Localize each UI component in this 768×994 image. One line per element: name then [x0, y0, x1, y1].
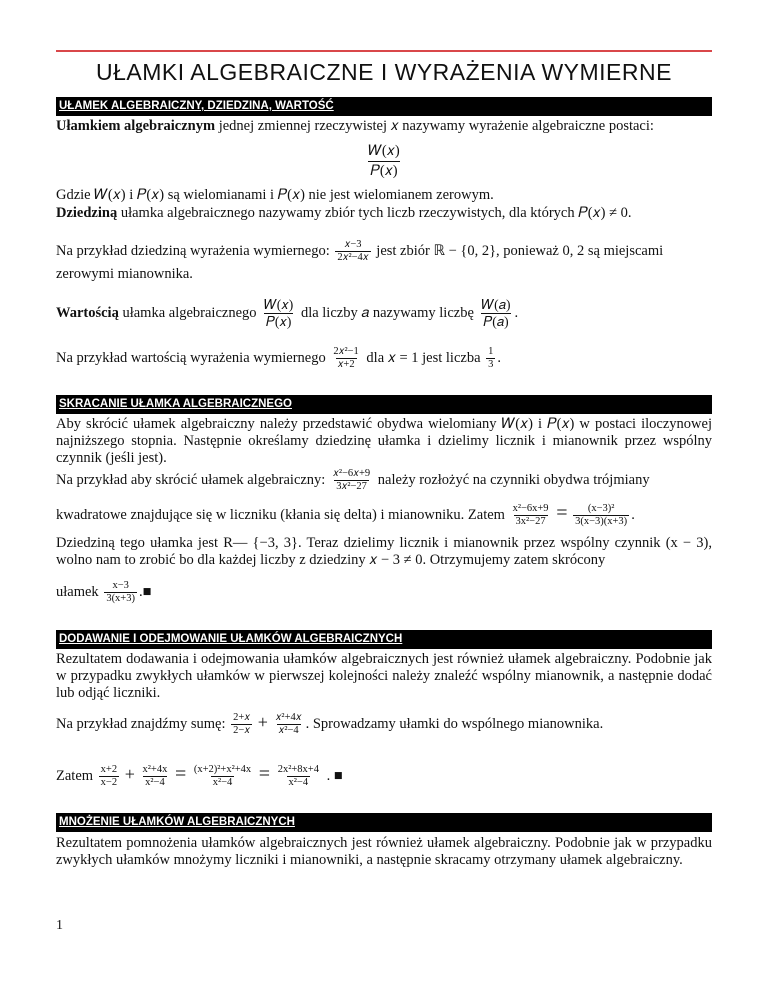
reduce-paragraph: Aby skrócić ułamek algebraiczny należy przedstawić obydwa wielomiany 𝑊(𝑥) i 𝑃(𝑥) w postaci iloczynowej najniższego stopnia. Następnie określamy dziedzinę ułamka i dzielimy licznik i mianownik przez wspólny czynnik (jeśli jest).	[56, 416, 712, 466]
definition-paragraph: Ułamkiem algebraicznym jednej zmiennej rzeczywistej 𝑥 nazywamy wyrażenie algebraiczne postaci:	[56, 118, 654, 134]
page-number: 1	[56, 918, 63, 933]
section-header-2: SKRACANIE UŁAMKA ALGEBRAICZNEGO	[56, 395, 712, 414]
reduced-result: ułamek $\frac{x-3}{3(x+3)}$ .■	[56, 580, 152, 604]
definition-fraction: $\frac{\text{𝑊(𝑥)}}{\text{𝑃(𝑥)}}$	[368, 143, 400, 179]
section-header-3: DODAWANIE I ODEJMOWANIE UŁAMKÓW ALGEBRAICZNYCH	[56, 630, 712, 649]
multiplication-paragraph: Rezultatem pomnożenia ułamków algebraicznych jest również ułamek algebraiczny. Podobnie jak w przypadku zwykłych ułamków mnożymy liczniki i mianowniki, a następnie skracamy otrzymany ułamek algebraiczny.	[56, 835, 712, 868]
where-line: Gdzie 𝑊(𝑥) i 𝑃(𝑥) są wielomianami i 𝑃(𝑥) nie jest wielomianem zerowym.	[56, 187, 494, 203]
section-header-4: MNOŻENIE UŁAMKÓW ALGEBRAICZNYCH	[56, 813, 712, 832]
addition-result: Zatem $\frac{x+2}{x-2}$ + $\frac{\text{x²+4x}}{\text{x²−4}}$ = $\frac{\text{(x+2)²+x²+4x}}{\text{x²−4}}$ = $\frac{\text{2x²+8x+4}}{\text{x²−4}}$ . ■	[56, 762, 343, 788]
domain-example: Na przykład dziedziną wyrażenia wymiernego: $\frac{\text{𝑥−3}}{\text{2𝑥²−4𝑥}}$ jest zbiór ℝ − {0, 2}, ponieważ 0, 2 są miejscami	[56, 239, 664, 263]
page-title: UŁAMKI ALGEBRAICZNE I WYRAŻENIA WYMIERNE	[96, 59, 672, 85]
domain-example-cont: zerowymi mianownika.	[56, 266, 193, 282]
domain-paragraph: Dziedziną tego ułamka jest R— {−3, 3}. Teraz dzielimy licznik i mianownik przez wspólny czynnik (x − 3), wolno nam to zrobić bo dla każdej liczby z dziedziny 𝑥 − 3 ≠ 0. Otrzymujemy zatem skrócony	[56, 535, 712, 568]
domain-definition: Dziedziną ułamka algebraicznego nazywamy zbiór tych liczb rzeczywistych, dla których 𝑃(𝑥) ≠ 0.	[56, 205, 632, 221]
value-definition: Wartością ułamka algebraicznego $\frac{\text{𝑊(𝑥)}}{\text{𝑃(𝑥)}}$ dla liczby 𝑎 nazywamy liczbę $\frac{\text{𝑊(𝑎)}}{\text{𝑃(𝑎)}}$ .	[56, 297, 519, 329]
addition-example: Na przykład znajdźmy sumę: $\frac{\text{2+𝑥}}{\text{2−𝑥}}$ + $\frac{\text{𝑥²+4𝑥}}{\text{𝑥²−4}}$ . Sprowadzamy ułamki do wspólnego mianownika.	[56, 711, 604, 736]
addition-paragraph: Rezultatem dodawania i odejmowania ułamków algebraicznych jest również ułamek algebraiczny. Podobnie jak w przypadku zwykłych ułamków w pierwszej kolejności należy znaleźć wspólny mianownik, a następnie dodać lub odjąć liczniki.	[56, 651, 712, 701]
section-header-1: UŁAMEK ALGEBRAICZNY, DZIEDZINA, WARTOŚĆ	[56, 97, 712, 116]
reduce-example-cont: kwadratowe znajdujące się w liczniku (kłania się delta) i mianowniku. Zatem $\frac{\text{x²−6x+9}}{\text{3x²−27}}$ = $\frac{\text{(x−3)²}}{3(x-3)(x+3)}$ .	[56, 501, 635, 527]
value-example: Na przykład wartością wyrażenia wymiernego $\frac{\text{2𝑥²−1}}{\text{𝑥+2}}$ dla 𝑥 = 1 jest liczba $\frac{1}{3}$ .	[56, 346, 502, 370]
reduce-example: Na przykład aby skrócić ułamek algebraiczny: $\frac{\text{𝑥²−6𝑥+9}}{\text{3𝑥²−27}}$ należy rozłożyć na czynniki obydwa trójmiany	[56, 468, 650, 492]
top-rule	[56, 50, 712, 52]
